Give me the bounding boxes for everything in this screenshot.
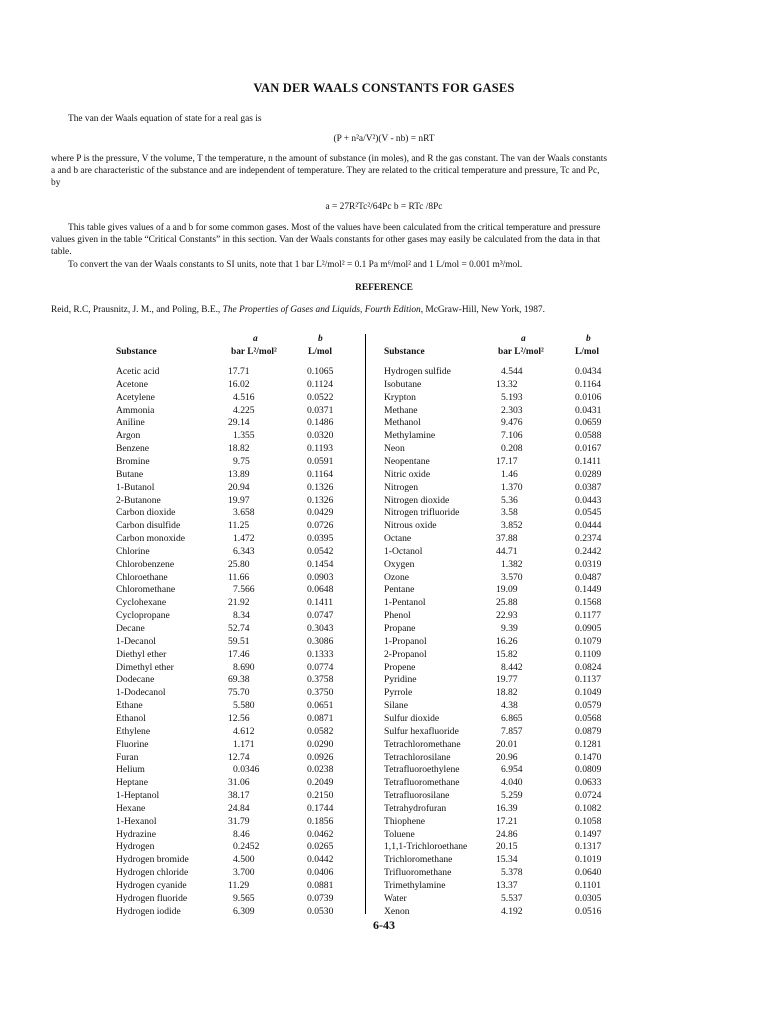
cell-a-value: 31.06: [228, 777, 250, 789]
cell-substance: Chloroethane: [116, 571, 168, 583]
cell-a-value: 59.51: [228, 635, 250, 647]
cell-b-value: 0.2374: [575, 533, 602, 545]
cell-b-value: 0.0462: [307, 828, 334, 840]
cell-a-value: 9.75: [233, 455, 250, 467]
cell-substance: Methylamine: [384, 430, 436, 442]
cell-b-value: 0.0238: [307, 764, 334, 776]
cell-b-value: 0.0290: [307, 738, 334, 750]
cell-substance: Butane: [116, 468, 144, 480]
cell-substance: Hydrazine: [116, 828, 156, 840]
reference-book-title: The Properties of Gases and Liquids, Fourth Edition: [222, 305, 421, 315]
cell-a-value: 4.612: [233, 725, 255, 737]
cell-b-value: 0.0289: [575, 468, 602, 480]
cell-b-value: 0.0747: [307, 610, 334, 622]
cell-a-value: 12.56: [228, 712, 250, 724]
cell-a-value: 25.80: [228, 558, 250, 570]
cell-b-value: 0.0726: [307, 520, 334, 532]
cell-a-value: 5.36: [501, 494, 518, 506]
cell-a-value: 8.46: [233, 828, 250, 840]
cell-b-value: 0.0167: [575, 443, 602, 455]
cell-substance: Pentane: [384, 584, 415, 596]
cell-b-value: 0.0429: [307, 507, 334, 519]
cell-a-value: 1.171: [233, 738, 255, 750]
cell-a-value: 24.86: [496, 828, 518, 840]
right-substance-header: Substance: [384, 347, 425, 357]
cell-substance: Nitrous oxide: [384, 520, 437, 532]
cell-substance: Dodecane: [116, 674, 155, 686]
cell-substance: Ammonia: [116, 404, 155, 416]
cell-b-value: 0.0387: [575, 481, 602, 493]
intro-text: The van der Waals equation of state for a real gas is: [68, 114, 262, 124]
left-a-symbol: a: [253, 334, 258, 344]
cell-b-value: 0.1856: [307, 815, 334, 827]
cell-a-value: 1.46: [501, 468, 518, 480]
paragraph-2-line-2: values given in the table “Critical Constants” in this section. Van der Waals constants for other gases may easily be calculated from the data in that: [51, 235, 601, 245]
cell-b-value: 0.0724: [575, 790, 602, 802]
cell-b-value: 0.0522: [307, 391, 334, 403]
cell-b-value: 0.1193: [307, 443, 334, 455]
cell-a-value: 29.14: [228, 417, 250, 429]
reference-authors: Reid, R.C, Prausnitz, J. M., and Poling, B.E.,: [51, 305, 223, 315]
cell-substance: Nitrogen: [384, 481, 419, 493]
cell-a-value: 19.09: [496, 584, 518, 596]
cell-substance: 2-Butanone: [116, 494, 161, 506]
cell-a-value: 3.700: [233, 867, 255, 879]
cell-substance: Hydrogen chloride: [116, 867, 189, 879]
cell-b-value: 0.0926: [307, 751, 334, 763]
cell-a-value: 8.442: [501, 661, 523, 673]
cell-substance: Thiophene: [384, 815, 426, 827]
cell-substance: 1-Hexanol: [116, 815, 157, 827]
cell-b-value: 0.0879: [575, 725, 602, 737]
cell-substance: Propane: [384, 623, 416, 634]
cell-a-value: 2.303: [501, 404, 523, 416]
cell-b-value: 0.1317: [575, 841, 602, 853]
cell-a-value: 9.39: [501, 623, 518, 634]
cell-substance: Silane: [384, 700, 408, 712]
cell-substance: Argon: [116, 430, 141, 442]
cell-b-value: 0.0371: [307, 404, 334, 416]
cell-substance: Chloromethane: [116, 584, 176, 596]
cell-substance: Ethylene: [116, 725, 151, 737]
cell-a-value: 11.25: [228, 520, 250, 532]
cell-a-value: 8.34: [233, 610, 250, 622]
cell-a-value: 5.580: [233, 700, 255, 712]
cell-b-value: 0.1164: [307, 468, 334, 480]
cell-substance: 1-Pentanol: [384, 597, 426, 609]
cell-b-value: 0.0431: [575, 404, 602, 416]
paragraph-2-line-3: table.: [51, 247, 72, 257]
cell-substance: Propene: [384, 661, 416, 673]
cell-substance: Fluorine: [116, 738, 149, 750]
cell-a-value: 11.29: [228, 880, 250, 891]
cell-a-value: 17.71: [228, 366, 250, 377]
cell-a-value: 1.355: [233, 430, 255, 442]
cell-a-value: 1.472: [233, 533, 255, 545]
cell-b-value: 0.0871: [307, 712, 334, 724]
cell-b-value: 0.1177: [575, 610, 602, 622]
cell-a-value: 17.17: [496, 455, 518, 467]
cell-b-value: 0.1065: [307, 366, 334, 377]
cell-b-value: 0.0774: [307, 661, 334, 673]
cell-a-value: 9.565: [233, 892, 255, 904]
cell-substance: Benzene: [116, 443, 150, 455]
cell-substance: Octane: [384, 533, 412, 545]
cell-b-value: 0.1411: [575, 455, 602, 467]
cell-a-value: 24.84: [228, 802, 250, 814]
cell-a-value: 5.378: [501, 867, 523, 879]
cell-a-value: 3.658: [233, 507, 255, 519]
cell-substance: Dimethyl ether: [116, 661, 174, 673]
cell-a-value: 15.34: [496, 854, 518, 866]
cell-substance: Hydrogen: [116, 841, 155, 853]
cell-a-value: 4.225: [233, 404, 255, 416]
cell-b-value: 0.1124: [307, 378, 334, 390]
cell-substance: 2-Propanol: [384, 648, 427, 660]
cell-substance: Acetone: [116, 378, 148, 390]
cell-b-value: 0.1058: [575, 815, 602, 827]
cell-substance: Neopentane: [384, 455, 430, 467]
cell-b-value: 0.3086: [307, 635, 334, 647]
cell-b-value: 0.0406: [307, 867, 334, 879]
cell-b-value: 0.1019: [575, 854, 602, 866]
cell-substance: Chlorine: [116, 545, 150, 557]
cell-b-value: 0.0568: [575, 712, 602, 724]
cell-b-value: 0.1454: [307, 558, 334, 570]
cell-substance: Hydrogen cyanide: [116, 880, 187, 891]
cell-a-value: 22.93: [496, 610, 518, 622]
cell-b-value: 0.0305: [575, 892, 602, 904]
cell-substance: Oxygen: [384, 558, 415, 570]
cell-substance: Heptane: [116, 777, 148, 789]
cell-substance: Krypton: [384, 391, 416, 403]
cell-a-value: 4.544: [501, 366, 523, 377]
cell-a-value: 4.500: [233, 854, 255, 866]
cell-b-value: 0.0648: [307, 584, 334, 596]
cell-a-value: 4.516: [233, 391, 255, 403]
cell-a-value: 13.32: [496, 378, 518, 390]
cell-b-value: 0.1449: [575, 584, 602, 596]
cell-a-value: 5.537: [501, 892, 523, 904]
cell-substance: Hydrogen bromide: [116, 854, 189, 866]
cell-b-value: 0.0395: [307, 533, 334, 545]
cell-a-value: 5.259: [501, 790, 523, 802]
cell-a-value: 12.74: [228, 751, 250, 763]
cell-substance: Diethyl ether: [116, 648, 167, 660]
cell-b-value: 0.0106: [575, 391, 602, 403]
reference-heading: REFERENCE: [355, 283, 413, 293]
cell-substance: Hydrogen sulfide: [384, 366, 451, 377]
left-b-unit-header: L/mol: [308, 347, 332, 357]
cell-a-value: 3.58: [501, 507, 518, 519]
cell-b-value: 0.3758: [307, 674, 334, 686]
cell-a-value: 21.92: [228, 597, 250, 609]
cell-substance: 1-Decanol: [116, 635, 156, 647]
cell-b-value: 0.0265: [307, 841, 334, 853]
cell-b-value: 0.0881: [307, 880, 334, 891]
cell-b-value: 0.0905: [575, 623, 602, 634]
cell-substance: Hydrogen fluoride: [116, 892, 188, 904]
cell-substance: Tetrachlorosilane: [384, 751, 451, 763]
cell-substance: 1-Dodecanol: [116, 687, 166, 699]
cell-b-value: 0.0542: [307, 545, 334, 557]
cell-substance: Neon: [384, 443, 405, 455]
cell-substance: Tetrahydrofuran: [384, 802, 447, 814]
cell-b-value: 0.1333: [307, 648, 334, 660]
cell-b-value: 0.1470: [575, 751, 602, 763]
cell-substance: Trifluoromethane: [384, 867, 452, 879]
cell-b-value: 0.0319: [575, 558, 602, 570]
cell-a-value: 6.343: [233, 545, 255, 557]
cell-a-value: 17.46: [228, 648, 250, 660]
reference-publisher: , McGraw-Hill, New York, 1987.: [420, 305, 545, 315]
cell-a-value: 11.66: [228, 571, 250, 583]
cell-substance: Trimethylamine: [384, 880, 446, 891]
cell-substance: Ethanol: [116, 712, 146, 724]
cell-substance: Water: [384, 892, 407, 904]
cell-b-value: 0.0640: [575, 867, 602, 879]
cell-substance: 1-Octanol: [384, 545, 423, 557]
right-a-symbol: a: [521, 334, 526, 344]
cell-a-value: 31.79: [228, 815, 250, 827]
cell-b-value: 0.2049: [307, 777, 334, 789]
cell-substance: Nitrogen trifluoride: [384, 507, 460, 519]
cell-a-value: 18.82: [228, 443, 250, 455]
cell-substance: Tetrafluorosilane: [384, 790, 450, 802]
cell-b-value: 0.0824: [575, 661, 602, 673]
paragraph-1-line-2: a and b are characteristic of the substance and are independent of temperature. They are related to the critical temperature and pressure, Tc and Pc,: [51, 166, 600, 176]
left-a-unit-header: bar L²/mol²: [231, 347, 277, 357]
cell-substance: Methane: [384, 404, 418, 416]
cell-substance: Phenol: [384, 610, 411, 622]
cell-b-value: 0.1281: [575, 738, 602, 750]
cell-b-value: 0.1497: [575, 828, 602, 840]
cell-substance: Bromine: [116, 455, 150, 467]
cell-b-value: 0.0579: [575, 700, 602, 712]
cell-b-value: 0.2150: [307, 790, 334, 802]
cell-substance: Aniline: [116, 417, 145, 429]
cell-b-value: 0.0545: [575, 507, 602, 519]
cell-a-value: 20.96: [496, 751, 518, 763]
cell-substance: Cyclopropane: [116, 610, 170, 622]
cell-a-value: 5.193: [501, 391, 523, 403]
cell-substance: Nitrogen dioxide: [384, 494, 450, 506]
cell-substance: Sulfur hexafluoride: [384, 725, 459, 737]
cell-a-value: 3.852: [501, 520, 523, 532]
cell-a-value: 6.954: [501, 764, 523, 776]
cell-substance: Hexane: [116, 802, 146, 814]
cell-substance: Cyclohexane: [116, 597, 167, 609]
cell-b-value: 0.0809: [575, 764, 602, 776]
cell-substance: 1-Butanol: [116, 481, 155, 493]
cell-b-value: 0.1164: [575, 378, 602, 390]
cell-a-value: 7.857: [501, 725, 523, 737]
cell-b-value: 0.1049: [575, 687, 602, 699]
cell-a-value: 6.865: [501, 712, 523, 724]
cell-a-value: 37.88: [496, 533, 518, 545]
cell-substance: Acetylene: [116, 391, 155, 403]
cell-b-value: 0.1326: [307, 481, 334, 493]
cell-b-value: 0.0434: [575, 366, 602, 377]
cell-substance: Sulfur dioxide: [384, 712, 440, 724]
cell-substance: Methanol: [384, 417, 421, 429]
cell-b-value: 0.0588: [575, 430, 602, 442]
cell-a-value: 20.15: [496, 841, 518, 853]
cell-b-value: 0.0487: [575, 571, 602, 583]
cell-a-value: 0.208: [501, 443, 523, 455]
cell-a-value: 20.01: [496, 738, 518, 750]
critical-constants-equation: a = 27R²Tc²/64Pc b = RTc /8Pc: [325, 202, 443, 212]
cell-a-value: 75.70: [228, 687, 250, 699]
right-b-unit-header: L/mol: [575, 347, 599, 357]
cell-a-value: 25.88: [496, 597, 518, 609]
van-der-waals-equation: (P + n²a/V²)(V - nb) = nRT: [333, 134, 435, 144]
cell-substance: 1,1,1-Trichloroethane: [384, 841, 468, 853]
cell-a-value: 4.040: [501, 777, 523, 789]
cell-b-value: 0.0633: [575, 777, 602, 789]
paragraph-1-line-1: where P is the pressure, V the volume, T the temperature, n the amount of substance (in moles), and R the gas constant. The van der Waals constants: [51, 154, 608, 164]
cell-b-value: 0.0442: [307, 854, 334, 866]
cell-b-value: 0.1568: [575, 597, 602, 609]
column-divider: [365, 334, 366, 914]
cell-substance: Helium: [116, 764, 145, 776]
cell-a-value: 13.89: [228, 468, 250, 480]
cell-substance: Trichloromethane: [384, 854, 453, 866]
cell-substance: Decane: [116, 623, 145, 634]
cell-substance: Furan: [116, 751, 139, 763]
cell-substance: Tetrafluoromethane: [384, 777, 460, 789]
cell-substance: Tetrafluoroethylene: [384, 764, 460, 776]
cell-a-value: 0.0346: [233, 764, 260, 776]
paragraph-1-line-3: by: [51, 178, 61, 188]
cell-substance: Nitric oxide: [384, 468, 431, 480]
cell-b-value: 0.0582: [307, 725, 334, 737]
cell-b-value: 0.0903: [307, 571, 334, 583]
cell-b-value: 0.1079: [575, 635, 602, 647]
cell-b-value: 0.0444: [575, 520, 602, 532]
cell-b-value: 0.0516: [575, 905, 602, 917]
cell-b-value: 0.0320: [307, 430, 334, 442]
cell-substance: Isobutane: [384, 378, 422, 390]
cell-b-value: 0.1411: [307, 597, 334, 609]
cell-substance: Carbon dioxide: [116, 507, 176, 519]
page-title: VAN DER WAALS CONSTANTS FOR GASES: [253, 81, 515, 95]
cell-a-value: 17.21: [496, 815, 518, 827]
cell-substance: Chlorobenzene: [116, 558, 175, 570]
cell-b-value: 0.0443: [575, 494, 602, 506]
cell-a-value: 38.17: [228, 790, 250, 802]
cell-a-value: 16.39: [496, 802, 518, 814]
cell-a-value: 4.38: [501, 700, 518, 712]
cell-b-value: 0.0591: [307, 455, 334, 467]
cell-a-value: 4.192: [501, 905, 523, 917]
si-conversion-note: To convert the van der Waals constants to SI units, note that 1 bar L²/mol² = 0.1 Pa m⁶/mol² and 1 L/mol = 0.001 m³/mol.: [68, 260, 523, 270]
cell-b-value: 0.3750: [307, 687, 334, 699]
cell-a-value: 8.690: [233, 661, 255, 673]
cell-substance: Hydrogen iodide: [116, 905, 181, 917]
cell-b-value: 0.0651: [307, 700, 334, 712]
cell-substance: 1-Heptanol: [116, 790, 160, 802]
cell-substance: Pyridine: [384, 674, 417, 686]
cell-a-value: 7.566: [233, 584, 255, 596]
cell-a-value: 16.02: [228, 378, 250, 390]
cell-a-value: 69.38: [228, 674, 250, 686]
cell-substance: Carbon disulfide: [116, 520, 181, 532]
cell-substance: Xenon: [384, 905, 410, 917]
reference-citation: [51, 304, 545, 316]
cell-a-value: 16.26: [496, 635, 518, 647]
cell-b-value: 0.1744: [307, 802, 334, 814]
cell-a-value: 1.382: [501, 558, 523, 570]
cell-b-value: 0.3043: [307, 623, 334, 634]
cell-a-value: 18.82: [496, 687, 518, 699]
cell-substance: Pyrrole: [384, 687, 413, 699]
cell-a-value: 9.476: [501, 417, 523, 429]
cell-a-value: 19.77: [496, 674, 518, 686]
cell-a-value: 52.74: [228, 623, 250, 634]
cell-substance: Carbon monoxide: [116, 533, 186, 545]
left-substance-header: Substance: [116, 347, 157, 357]
cell-a-value: 1.370: [501, 481, 523, 493]
cell-b-value: 0.1137: [575, 674, 602, 686]
cell-b-value: 0.1101: [575, 880, 602, 891]
cell-b-value: 0.2442: [575, 545, 602, 557]
cell-b-value: 0.0659: [575, 417, 602, 429]
cell-a-value: 44.71: [496, 545, 518, 557]
right-a-unit-header: bar L²/mol²: [498, 347, 544, 357]
left-b-symbol: b: [318, 334, 323, 344]
cell-a-value: 0.2452: [233, 841, 260, 853]
cell-substance: Toluene: [384, 828, 415, 840]
cell-a-value: 15.82: [496, 648, 518, 660]
cell-a-value: 13.37: [496, 880, 518, 891]
page-number: 6-43: [373, 918, 395, 932]
cell-substance: Acetic acid: [116, 366, 160, 377]
cell-b-value: 0.0739: [307, 892, 334, 904]
cell-b-value: 0.1326: [307, 494, 334, 506]
cell-b-value: 0.1109: [575, 648, 602, 660]
cell-substance: Ethane: [116, 700, 143, 712]
cell-a-value: 3.570: [501, 571, 523, 583]
cell-b-value: 0.0530: [307, 905, 334, 917]
cell-a-value: 7.106: [501, 430, 523, 442]
cell-substance: Ozone: [384, 571, 410, 583]
cell-substance: 1-Propanol: [384, 635, 427, 647]
cell-a-value: 19.97: [228, 494, 250, 506]
paragraph-2-line-1: This table gives values of a and b for some common gases. Most of the values have been calculated from the critical temperature and pressure: [68, 223, 601, 233]
right-b-symbol: b: [586, 334, 591, 344]
cell-b-value: 0.1082: [575, 802, 602, 814]
cell-a-value: 6.309: [233, 905, 255, 917]
cell-substance: Tetrachloromethane: [384, 738, 461, 750]
cell-a-value: 20.94: [228, 481, 250, 493]
cell-b-value: 0.1486: [307, 417, 334, 429]
